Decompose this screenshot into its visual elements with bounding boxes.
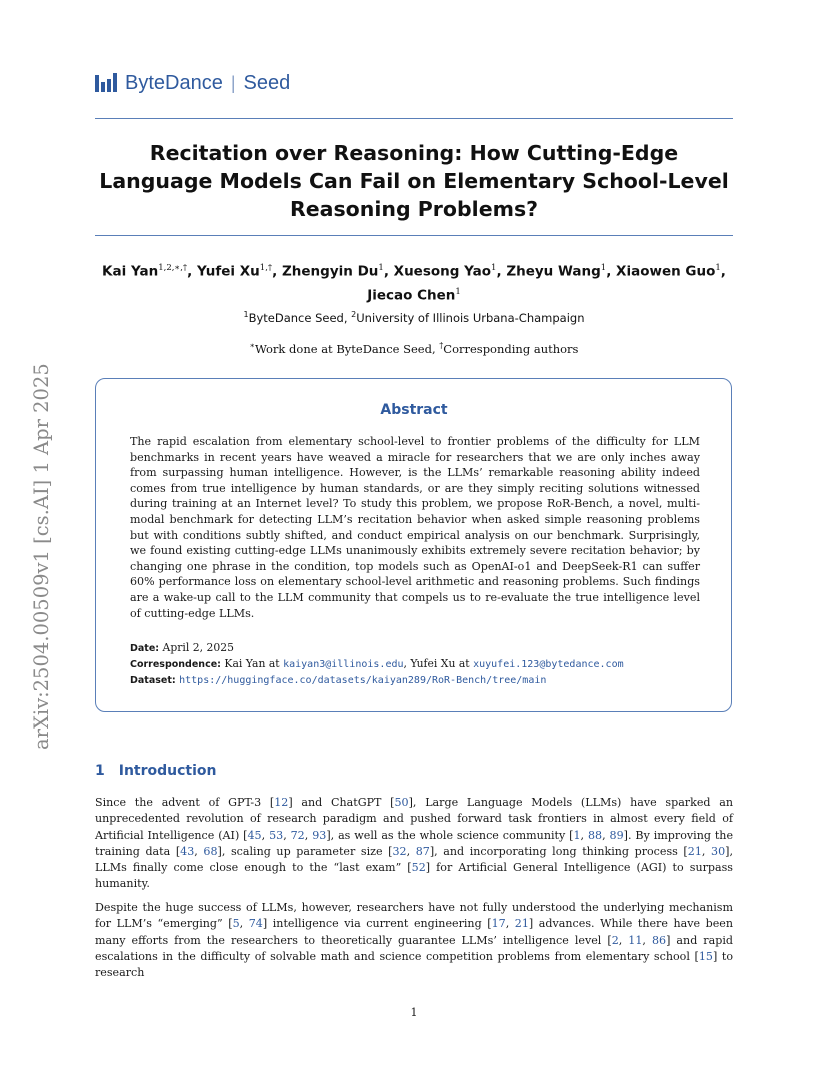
affil-2: University of Illinois Urbana-Champaign <box>356 310 585 325</box>
paragraph-text: ] and rapid escalations in the difficulty of solvable math and science competition problems from elementary school [ <box>95 933 733 963</box>
author-affil-marks: 1,† <box>259 263 273 273</box>
paragraph-text: ] to research <box>95 949 733 980</box>
citation-link[interactable]: 15 <box>698 949 713 963</box>
paragraph-text: ], Large Language Models (LLMs) have sparked an unprecedented revolution of research paradigm and pushed forward task frontiers in almost every field of Artificial Intelligence (AI) [ <box>95 796 733 842</box>
intro-paragraph-1 <box>95 795 733 893</box>
header-rule <box>95 118 733 119</box>
paragraph-text: , <box>602 828 610 842</box>
section-number: 1 <box>95 763 105 779</box>
author-name: Xuesong Yao <box>393 263 492 280</box>
citation-link[interactable]: 30 <box>711 844 726 858</box>
author-affil-marks: 1 <box>715 263 721 273</box>
dataset-label: Dataset: <box>130 675 176 686</box>
abstract-text: The rapid escalation from elementary school-level to frontier problems of the difficulty for LLM benchmarks in recent years have weaved a miracle for researchers that we are only inches away from surpassing human intelligence. However, is the LLMs’ remarkable reasoning ability indeed comes from true intelligence by human standards, or are they simply reciting solutions witnessed during training at an Internet level? To study this problem, we propose RoR-Bench, a novel, multi-modal benchmark for detecting LLM’s recitation behavior when asked simple reasoning problems but with conditions subtly shifted, and conduct empirical analysis on our benchmark. Surprisingly, we found existing cutting-edge LLMs unanimously exhibits extremely severe recitation behavior; by changing one phrase in the condition, top models such as OpenAI-o1 and DeepSeek-R1 can suffer 60% performance loss on elementary school-level arithmetic and reasoning problems. Such findings are a wake-up call to the LLM community that compels us to re-evaluate the true intelligence level of cutting-edge LLMs. <box>130 435 700 620</box>
dagger-text: Corresponding authors <box>443 341 579 356</box>
star-text: Work done at ByteDance Seed <box>254 341 432 356</box>
paragraph-text: , <box>304 828 313 842</box>
author-footnote: ∗Work done at ByteDance Seed, †Corresponding authors <box>249 341 579 356</box>
paragraph-text: , <box>618 933 629 947</box>
paper-title: Recitation over Reasoning: How Cutting-Edge Language Models Can Fail on Elementary School-Level Reasoning Problems? <box>99 141 729 221</box>
paragraph-text: ] and ChatGPT [ <box>288 796 395 809</box>
citation-link[interactable]: 68 <box>203 844 218 858</box>
citation-link[interactable]: 50 <box>394 796 409 809</box>
citation-link[interactable]: 74 <box>248 917 263 931</box>
paragraph-text: , <box>194 844 204 858</box>
citation-link[interactable]: 21 <box>687 844 702 858</box>
author-affil-marks: 1 <box>378 263 384 273</box>
affil-mark-1: 1 <box>243 310 249 319</box>
author-affil-marks: 1 <box>491 263 497 273</box>
citation-link[interactable]: 86 <box>651 933 667 947</box>
paragraph-text: , <box>239 917 249 931</box>
author-list: Kai Yan$^{1,2,∗,\dagger}$, Yufei $Xu^{1,\dagger}$, Zhengyin Du$^1$, Xuesong Yao$^1$, Zheyu Wang$^1$, Xiaowen Guo$^1$, Jiecao Chen$^1$ <box>102 263 726 303</box>
star-mark: ∗ <box>249 341 255 350</box>
paragraph-text: , <box>505 917 515 931</box>
author-name: Jiecao Chen <box>367 287 456 303</box>
paragraph-text: ], and incorporating long thinking process [ <box>429 844 688 858</box>
citation-link[interactable]: 93 <box>312 828 327 842</box>
dataset-row <box>130 673 710 686</box>
correspondence-label: Correspondence: <box>130 659 221 670</box>
citation-link[interactable]: 52 <box>411 861 426 875</box>
author-affil-marks: 1 <box>600 263 607 273</box>
citation-link[interactable]: 87 <box>415 844 430 858</box>
date-value: April 2, 2025 <box>162 641 234 654</box>
author-name: Xiaowen Guo <box>616 263 716 280</box>
citation-link[interactable]: 21 <box>514 917 529 931</box>
paragraph-text: ], as well as the whole science community [ <box>326 828 574 842</box>
paragraph-text: Despite the huge success of LLMs, however, researchers have not fully understood the underlying mechanism for LLM’s “emerging” [ <box>95 901 733 931</box>
citation-link[interactable]: 43 <box>180 844 195 858</box>
arxiv-identifier-stamp: arXiv:2504.00509v1 [cs.AI] 1 Apr 2025 <box>30 363 53 750</box>
citation-link[interactable]: 89 <box>609 828 624 842</box>
paragraph-text: , <box>580 828 588 842</box>
paragraph-text: , <box>701 844 712 858</box>
author-name: Zheyu Wang <box>506 263 601 280</box>
paragraph-text: ], LLMs finally come close enough to the “last exam” [ <box>95 844 733 875</box>
sub-brand-name: Seed <box>243 71 291 94</box>
citation-link[interactable]: 53 <box>269 828 284 842</box>
correspondence-name-2: , Yufei Xu at <box>403 657 470 670</box>
author-name: Zhengyin Du <box>282 263 379 280</box>
title-rule <box>95 235 733 236</box>
correspondence-name-1: Kai Yan at <box>224 657 280 670</box>
dagger-mark: † <box>439 341 444 350</box>
bytedance-bars-icon <box>95 73 119 93</box>
email-link-1[interactable]: kaiyan3@illinois.edu <box>283 659 404 670</box>
author-affil-marks: 1,2,∗,† <box>158 263 188 273</box>
bytedance-seed-logo <box>95 70 290 96</box>
paragraph-text: ] advances. While there have been many efforts from the researchers to theoretically guarantee LLMs’ intelligence level [ <box>95 917 733 947</box>
paragraph-text: , <box>283 828 291 842</box>
citation-link[interactable]: 88 <box>587 828 603 842</box>
paragraph-text: Since the advent of GPT-3 [ <box>95 796 275 809</box>
paragraph-text: , <box>406 844 416 858</box>
paragraph-text: ], scaling up parameter size [ <box>217 844 393 858</box>
intro-paragraph-2 <box>95 900 733 981</box>
citation-link[interactable]: 12 <box>274 796 289 809</box>
dataset-link[interactable]: https://huggingface.co/datasets/kaiyan289/RoR-Bench/tree/main <box>179 675 547 686</box>
citation-link[interactable]: 5 <box>232 917 240 931</box>
paragraph-text: ] intelligence via current engineering [ <box>262 917 492 931</box>
citation-link[interactable]: 2 <box>611 933 619 947</box>
citation-link[interactable]: 11 <box>628 933 643 947</box>
citation-link[interactable]: 17 <box>491 917 506 931</box>
brand-separator: | <box>230 72 236 93</box>
email-link-2[interactable]: xuyufei.123@bytedance.com <box>473 659 624 670</box>
paragraph-text: , <box>642 933 652 947</box>
section-heading-introduction <box>95 763 217 779</box>
author-name: Yufei Xu <box>197 263 260 280</box>
date-label: Date: <box>130 643 160 654</box>
citation-link[interactable]: 1 <box>573 828 581 842</box>
date-row <box>130 641 710 654</box>
paragraph-text: ] for Artificial General Intelligence (AGI) to surpass humanity. <box>95 861 733 891</box>
affiliations: $^1$ByteDance Seed, $^2$University of Illinois Urbana-Champaign <box>243 310 585 325</box>
brand-name: ByteDance <box>125 71 223 94</box>
paragraph-text: , <box>261 828 270 842</box>
citation-link[interactable]: 45 <box>247 828 262 842</box>
section-title: Introduction <box>118 763 217 779</box>
author-affil-marks: 1 <box>455 286 461 297</box>
paragraph-text: ]. By improving the training data [ <box>95 828 734 858</box>
correspondence-row <box>130 657 710 670</box>
abstract-heading: Abstract <box>380 402 448 418</box>
citation-link[interactable]: 72 <box>290 828 305 842</box>
affil-mark-2: 2 <box>351 310 357 319</box>
citation-link[interactable]: 32 <box>392 844 407 858</box>
page-number: 1 <box>410 1006 418 1019</box>
author-name: Kai Yan <box>102 263 159 280</box>
affil-1: ByteDance Seed <box>248 310 344 325</box>
